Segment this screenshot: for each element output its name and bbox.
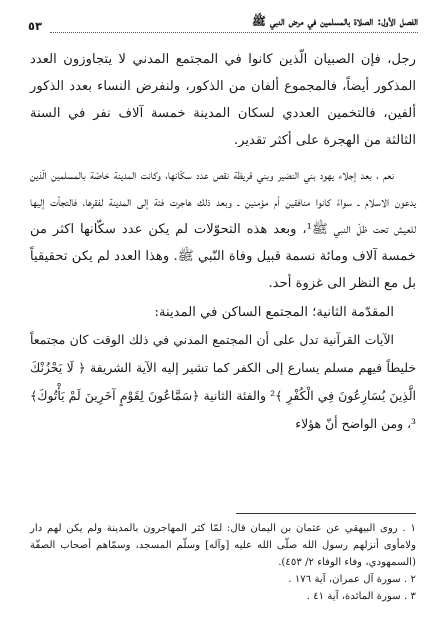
paragraph-3: الآيات القرآنية تدل على أن المجتمع المدني في ذلك الوقت كان مجتمعاً خليطاً فيهم مسلم يسارع إلى الكفر كما تشير إليه الآية الشريفة ﴿ لَا يَحْزُنْكَ الَّذِينَ يُسَارِعُونَ فِي الْكُفْرِ ﴾² والفئة الثانية ﴿سَمَّاعُونَ لِقَوْمٍ آخَرِينَ لَمْ يَأْتُوكَ﴾³، ومن الواضح أنّ هؤلاء xyxy=(30,332,416,431)
footnote-divider xyxy=(236,513,416,514)
page-number: ٥٣ xyxy=(28,19,43,33)
page-header xyxy=(28,14,418,33)
running-title: الفصل الأول: الصلاة بالمسلمين في مرض النبي ﷺ xyxy=(50,14,418,33)
footnotes xyxy=(30,520,416,605)
paragraph-2: نعم ، بعد إجلاء يهود بني النضير وبني قريظة نقص عدد سكّانها، وكانت المدينة خاصّة بالمسلمين الّذين يدعون الاسلام ـ سواءً كانوا منافقين أم مؤمنين ـ وبعد ذلك هاجرت فئة إلى المدينة لفقرها، فالتجأت إليها للعيش تحت ظلّ النبي ﷺ¹، وبعد هذه التحوّلات لم يكن عدد سكّانها اكثر من خمسة آلاف ومائة نسمة قبيل وفاة النّبي ﷺ. وهذا العدد لم يكن تحقيقياً بل مع النظر الى غزوة أحد. xyxy=(30,168,416,291)
paragraph-1: رجل، فإن الصبيان الّذين كانوا في المجتمع المدني لا يتجاوزون العدد المذكور أيضاً، فالمجموع ألفان من الذكور، ولنفرض النساء بعدد الذكور ألفين، فالتخمين العددي لسكان المدينة خمسة آلاف نفر في السنة الثالثة من الهجرة على أكثر تقدير. xyxy=(30,52,416,148)
main-text xyxy=(30,46,416,438)
section-heading: المقدّمة الثانية؛ المجتمع الساكن في المدينة: xyxy=(154,305,394,320)
footnote-3: ٣ . سورة المائدة، آية ٤١ . xyxy=(306,591,416,602)
footnote-1: ١ . روى البيهقي عن عثمان بن اليمان قال: لمّا كثر المهاجرون بالمدينة ولم يكن لهم دار ولامأوى أنزلهم رسول الله صلّى الله عليه [وآله] وسلّم المسجد، وسمّاهم أصحاب الصفّة (السمهودي، وفاء الوفاء ٢/ ٤٥٣). xyxy=(30,523,416,568)
footnote-2: ٢ . سورة آل عمران، آية ١٧٦ . xyxy=(288,574,416,585)
